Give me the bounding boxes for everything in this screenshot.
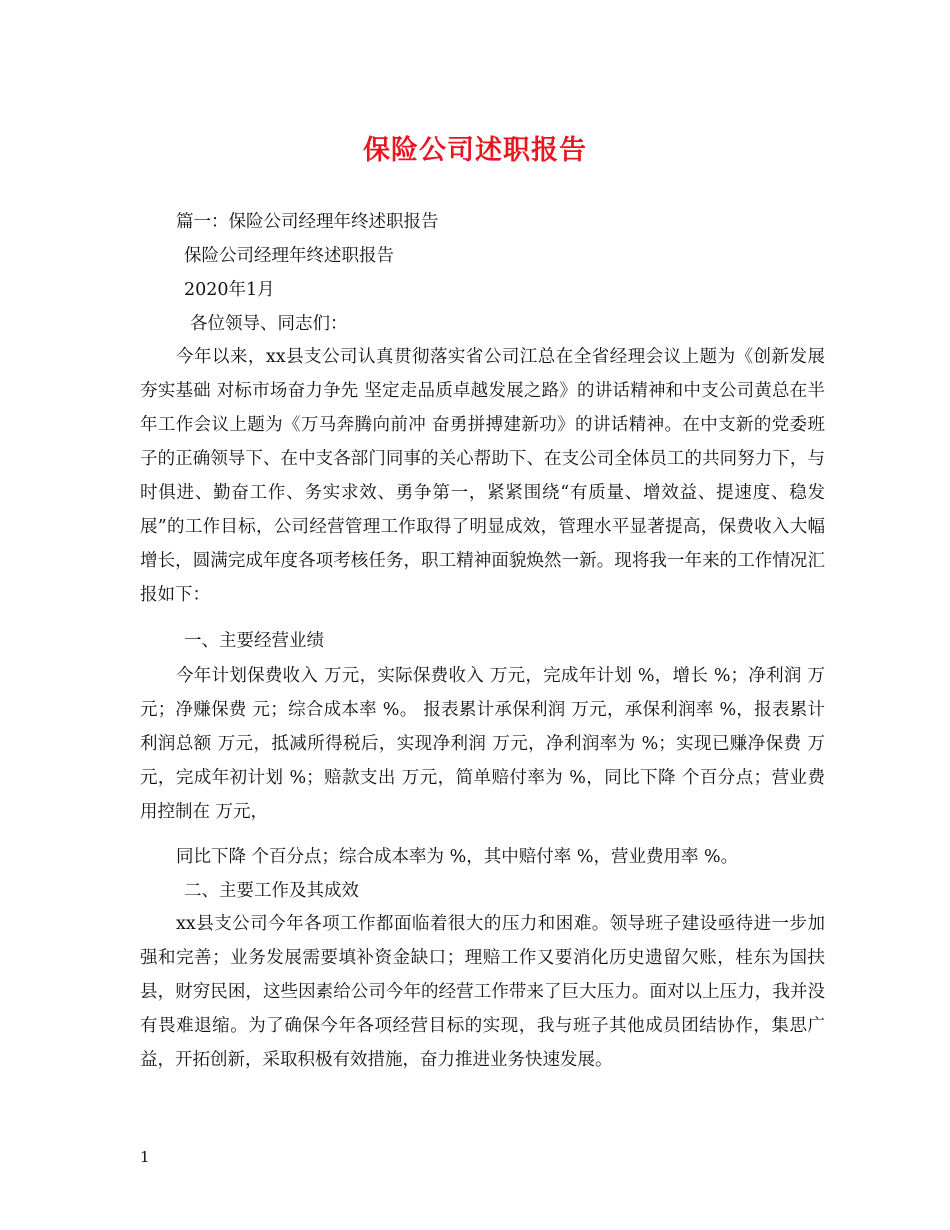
document-title: 保险公司述职报告 [363,135,587,166]
intro-paragraph: 今年以来，xx县支公司认真贯彻落实省公司江总在全省经理会议上题为《创新发展夯实基础 对标市场奋力争先 坚定走品质卓越发展之路》的讲话精神和中支公司黄总在半年工作会议上题为《万马奔腾向前冲 奋勇拼搏建新功》的讲话精神。在中支新的党委班子的正确领导下、在中支各部门同事的关心帮助下、在支公司全体员工的共同努力下，与时俱进、勤奋工作、务实求效、勇争第一，紧紧围绕“有质量、增效益、提速度、稳发展”的工作目标，公司经营管理工作取得了明显成效，管理水平显著提高，保费收入大幅增长，圆满完成年度各项考核任务，职工精神面貌焕然一新。现将我一年来的工作情况汇报如下： [140,347,825,605]
section-2-paragraph: xx县支公司今年各项工作都面临着很大的压力和困难。领导班子建设亟待进一步加强和完善；业务发展需要填补资金缺口；理赔工作又要消化历史遗留欠账，桂东为国扶县，财穷民困，这些因素给公司今年的经营工作带来了巨大压力。面对以上压力，我并没有畏难退缩。为了确保今年各项经营目标的实现，我与班子其他成员团结协作，集思广益，开拓创新，采取积极有效措施，奋力推进业务快速发展。 [140,914,825,1070]
section-1-paragraph: 今年计划保费收入 万元，实际保费收入 万元，完成年计划 %，增长 %；净利润 万元；净赚保费 元；综合成本率 %。 报表累计承保利润 万元，承保利润率 %，报表累计利润总额 万元，抵减所得税后，实现净利润 万元，净利润率为 %；实现已赚净保费 万元，完成年初计划 %；赔款支出 万元，简单赔付率为 %，同比下降 个百分点；营业费用控制在 万元， [140,666,825,822]
page-number: 1 [140,1148,150,1166]
report-date: 2020年1月 [184,280,275,300]
section-1-continuation: 同比下降 个百分点；综合成本率为 %，其中赔付率 %，营业费用率 %。 [176,847,739,867]
report-subtitle: 保险公司经理年终述职报告 [184,246,394,266]
section-heading-2: 二、主要工作及其成效 [184,881,359,901]
part-heading: 篇一：保险公司经理年终述职报告 [176,212,439,232]
section-heading-1: 一、主要经营业绩 [184,631,324,651]
greeting: 各位领导、同志们： [190,314,348,334]
